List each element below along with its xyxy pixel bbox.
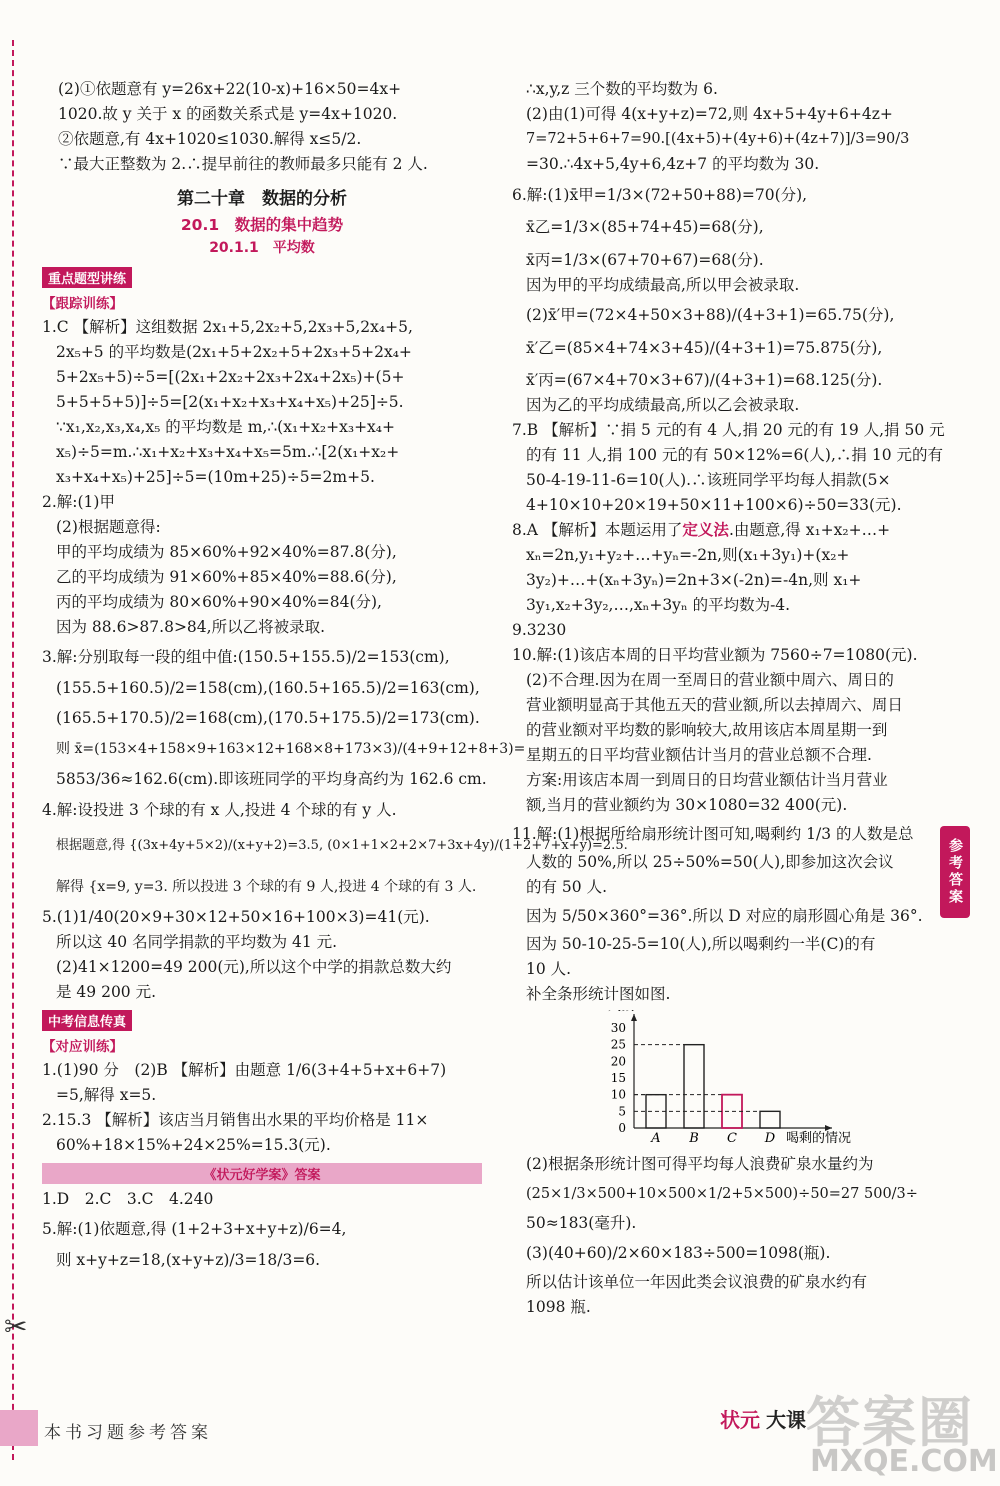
watermark-logo: 答案圈 xyxy=(806,1391,974,1454)
bar-D xyxy=(760,1111,780,1128)
q8-line xyxy=(512,519,944,542)
q11-line: 补全条形统计图如图. xyxy=(526,985,671,1003)
answer-line: ②依题意,有 4x+1020≤1030.解得 x≤5/2. xyxy=(58,130,362,148)
cont-line: =30.∴4x+5,4y+6,4z+7 的平均数为 30. xyxy=(526,155,820,173)
footer-title: 本书习题参考答案 xyxy=(44,1423,212,1443)
q1-line: ∵x₁,x₂,x₃,x₄,x₅ 的平均数是 m,∴(x₁+x₂+x₃+x₄+ xyxy=(56,417,396,436)
q6-line: 因为甲的平均成绩最高,所以甲会被录取. xyxy=(526,275,800,294)
y-tick-label: 5 xyxy=(618,1103,626,1118)
q3-line: 3.解:分别取每一段的组中值:(150.5+155.5)/2=153(cm), xyxy=(42,648,450,666)
q2-line: (2)根据题意得: xyxy=(56,517,161,536)
y-tick-label: 20 xyxy=(610,1053,626,1068)
x-tick-label: D xyxy=(764,1130,776,1145)
right-column xyxy=(512,78,944,1321)
banner-key-practice: 重点题型讲练 xyxy=(42,267,132,288)
q8-highlight: 定义法 xyxy=(682,520,729,539)
q11-line: 因为 5/50×360°=36°.所以 D 对应的扇形圆心角是 36°. xyxy=(526,906,923,925)
answer-line: 1020.故 y 关于 x 的函数关系式是 y=4x+1020. xyxy=(58,105,398,123)
bar-chart-svg xyxy=(594,1010,884,1145)
cont-line: (2)由(1)可得 4(x+y+z)=72,则 4x+5+4y+6+4z+ xyxy=(526,105,893,123)
q3-line: (165.5+170.5)/2=168(cm),(170.5+175.5)/2=173(cm). xyxy=(56,709,480,727)
q6-line: (2)x̄′甲=(72×4+50×3+88)/(4+3+1)=65.75(分), xyxy=(526,306,895,324)
hx-line: 5.解:(1)依题意,得 (1+2+3+x+y+z)/6=4, xyxy=(42,1220,347,1238)
section-title: 20.1 数据的集中趋势 xyxy=(180,215,344,234)
q9-line: 9.3230 xyxy=(512,621,567,639)
x-axis-label: 喝剩的情况 xyxy=(786,1130,852,1145)
y-axis-label xyxy=(608,1010,634,1014)
bracket-follow-training: 【跟踪训练】 xyxy=(42,295,123,312)
footer-corner-decoration xyxy=(0,1410,38,1446)
q5-line: 5.(1)1/40(20×9+30×12+50×16+100×3)=41(元). xyxy=(42,908,430,926)
hx-line: 则 x+y+z=18,(x+y+z)/3=18/3=6. xyxy=(56,1250,321,1269)
q7-line: 的有 11 人,捐 100 元的有 50×12%=6(人),∴捐 10 元的有 xyxy=(526,446,943,464)
side-tab-reference-answers: 参考答案 xyxy=(940,826,970,918)
q11b-line: (2)根据条形统计图可得平均每人浪费矿泉水量约为 xyxy=(526,1154,874,1173)
q10-line: 额,当月的营业额约为 30×1080=32 400(元). xyxy=(526,796,848,814)
q10-line: 星期五的日平均营业额估计当月的营业总额不合理. xyxy=(526,746,872,764)
bar-B xyxy=(684,1044,704,1127)
q8-line: 3y₁,x₂+3y₂,…,xₙ+3yₙ 的平均数为-4. xyxy=(526,596,791,614)
q3-line: (155.5+160.5)/2=158(cm),(160.5+165.5)/2=163(cm), xyxy=(56,678,480,697)
q11b-line: (3)(40+60)/2×60×183÷500=1098(瓶). xyxy=(526,1244,831,1262)
y-tick-label: 15 xyxy=(610,1070,626,1085)
y-axis-arrow xyxy=(631,1014,637,1021)
scissors-icon: ✂ xyxy=(4,1310,28,1343)
exam-line: 1.(1)90 分 (2)B 【解析】由题意 1/6(3+4+5+x+6+7) xyxy=(42,1061,447,1079)
q2-line: 2.解:(1)甲 xyxy=(42,492,115,511)
q11b-line: 所以估计该单位一年因此类会议浪费的矿泉水约有 xyxy=(526,1272,868,1291)
q5-line: 所以这 40 名同学捐款的平均数为 41 元. xyxy=(56,933,338,951)
cont-line: 7=72+5+6+7=90.[(4x+5)+(4y+6)+(4z+7)]/3=90/3 xyxy=(526,131,910,147)
q2-line: 甲的平均成绩为 85×60%+92×40%=87.8(分), xyxy=(56,542,397,561)
hx-line: 1.D 2.C 3.C 4.240 xyxy=(42,1189,214,1208)
q6-line: 6.解:(1)x̄甲=1/3×(72+50+88)=70(分), xyxy=(512,185,808,204)
chapter-title: 第二十章 数据的分析 xyxy=(177,188,347,209)
banner-exam-info: 中考信息传真 xyxy=(42,1010,132,1031)
answer-line: ∵最大正整数为 2.∴提早前往的教师最多只能有 2 人. xyxy=(58,155,428,173)
q7-line: 4+10×10+20×19+50×11+100×6)÷50=33(元). xyxy=(526,496,902,514)
subsection-title: 20.1.1 平均数 xyxy=(209,239,315,256)
q11b-line: 1098 瓶. xyxy=(526,1297,591,1316)
q8-line: 3y₂)+…+(xₙ+3yₙ)=2n+3×(-2n)=-4n,则 x₁+ xyxy=(526,571,862,589)
y-tick-label: 30 xyxy=(610,1020,626,1035)
q8-line: xₙ=2n,y₁+y₂+…+yₙ=-2n,则(x₁+3y₁)+(x₂+ xyxy=(526,546,850,564)
brand-logo-text: 状元 xyxy=(720,1408,760,1432)
q1-line: x₅)÷5=m.∴x₁+x₂+x₃+x₄+x₅=5m.∴[2(x₁+x₂+ xyxy=(56,442,400,461)
exam-line: =5,解得 x=5. xyxy=(56,1086,157,1104)
q1-line: 1.C 【解析】这组数据 2x₁+5,2x₂+5,2x₃+5,2x₄+5, xyxy=(42,317,413,336)
y-tick-label: 0 xyxy=(618,1120,626,1135)
q5-line: (2)41×1200=49 200(元),所以这个中学的捐款总数大约 xyxy=(56,958,452,976)
q2-line: 丙的平均成绩为 80×60%+90×40%=84(分), xyxy=(56,592,382,611)
q6-line: x̄丙=1/3×(67+70+67)=68(分). xyxy=(526,250,764,269)
cut-line xyxy=(12,40,14,1460)
q11-line: 人数的 50%,所以 25÷50%=50(人),即参加这次会议 xyxy=(526,853,894,871)
q10-line: 的营业额对平均数的影响较大,故用该店本周星期一到 xyxy=(526,721,888,739)
x-tick-label: C xyxy=(727,1130,737,1145)
q6-line: 因为乙的平均成绩最高,所以乙会被录取. xyxy=(526,396,800,414)
footer-brand xyxy=(720,1404,806,1433)
cont-line: ∴x,y,z 三个数的平均数为 6. xyxy=(526,80,718,98)
x-tick-label: A xyxy=(651,1130,661,1145)
q1-line: 5+5+5+5)]÷5=[2(x₁+x₂+x₃+x₄+x₅)+25]÷5. xyxy=(56,392,404,411)
q1-line: x₃+x₄+x₅)+25]÷5=(10m+25)÷5=2m+5. xyxy=(56,467,375,486)
q7-line: 7.B 【解析】∵捐 5 元的有 4 人,捐 20 元的有 19 人,捐 50 元 xyxy=(512,421,945,439)
q5-line: 是 49 200 元. xyxy=(56,983,157,1001)
q10-line: 10.解:(1)该店本周的日平均营业额为 7560÷7=1080(元). xyxy=(512,646,918,664)
watermark-url: MXQE.COM xyxy=(810,1444,998,1479)
q11-line: 10 人. xyxy=(526,960,572,978)
q1-line: 2x₅+5 的平均数是(2x₁+5+2x₂+5+2x₃+5+2x₄+ xyxy=(56,342,412,361)
q6-line: x̄乙=1/3×(85+74+45)=68(分), xyxy=(526,218,764,236)
q10-line: (2)不合理.因为在周一至周日的营业额中周六、周日的 xyxy=(526,671,894,689)
answer-line: (2)①依题意有 y=26x+22(10-x)+16×50=4x+ xyxy=(58,80,402,98)
q11-line: 11.解:(1)根据所给扇形统计图可知,喝剩约 1/3 的人数是总 xyxy=(512,824,914,843)
bracket-corresponding-training: 【对应训练】 xyxy=(42,1039,123,1055)
y-tick-label: 10 xyxy=(610,1087,626,1102)
q4-line: 4.解:设投进 3 个球的有 x 人,投进 4 个球的有 y 人. xyxy=(42,800,397,819)
q2-line: 因为 88.6>87.8>84,所以乙将被录取. xyxy=(56,617,326,636)
q11b-line: (25×1/3×500+10×500×1/2+5×500)÷50=27 500/3÷ xyxy=(526,1186,918,1202)
q11-line: 因为 50-10-25-5=10(人),所以喝剩约一半(C)的有 xyxy=(526,935,876,953)
q6-line: x̄′丙=(67×4+70×3+67)/(4+3+1)=68.125(分). xyxy=(526,371,883,389)
q8-prefix: 8.A 【解析】本题运用了 xyxy=(512,521,683,539)
y-tick-label: 25 xyxy=(610,1037,626,1052)
q6-line: x̄′乙=(85×4+74×3+45)/(4+3+1)=75.875(分), xyxy=(526,338,883,357)
q11-line: 的有 50 人. xyxy=(526,878,608,896)
q3-line: 则 x̄=(153×4+158×9+163×12+168×8+173×3)/(4+9+12+8+3)= xyxy=(56,740,526,757)
q10-line: 方案:用该店本周一到周日的日均营业额估计当月营业 xyxy=(526,771,888,789)
q8-suffix: .由题意,得 x₁+x₂+…+ xyxy=(728,521,891,539)
q11b-line: 50≈183(毫升). xyxy=(526,1213,637,1232)
q4-line: 解得 {x=9, y=3. 所以投进 3 个球的有 9 人,投进 4 个球的有 3 人. xyxy=(56,878,477,895)
bar-chart xyxy=(594,1010,944,1149)
q3-line: 5853/36≈162.6(cm).即该班同学的平均身高约为 162.6 cm. xyxy=(56,770,487,788)
banner-good-study-answers: 《状元好学案》答案 xyxy=(42,1163,482,1184)
exam-line: 2.15.3 【解析】该店当月销售出水果的平均价格是 11× xyxy=(42,1111,429,1129)
q2-line: 乙的平均成绩为 91×60%+85×40%=88.6(分), xyxy=(56,567,397,586)
q1-line: 5+2x₅+5)÷5=[(2x₁+2x₂+2x₃+2x₄+2x₅)+(5+ xyxy=(56,367,405,386)
q7-line: 50-4-19-11-6=10(人).∴该班同学平均每人捐款(5× xyxy=(526,471,891,489)
exam-line: 60%+18×15%+24×25%=15.3(元). xyxy=(56,1136,331,1154)
q4-line: 根据题意,得 {(3x+4y+5×2)/(x+y+2)=3.5, (0×1+1×2+2×7+3x+4y)/(1+2+7+x+y)=2.5. xyxy=(56,838,628,853)
x-tick-label: B xyxy=(689,1130,699,1145)
brand-series-text: 大课 xyxy=(766,1408,806,1432)
q10-line: 营业额明显高于其他五天的营业额,所以去掉周六、周日 xyxy=(526,696,903,714)
